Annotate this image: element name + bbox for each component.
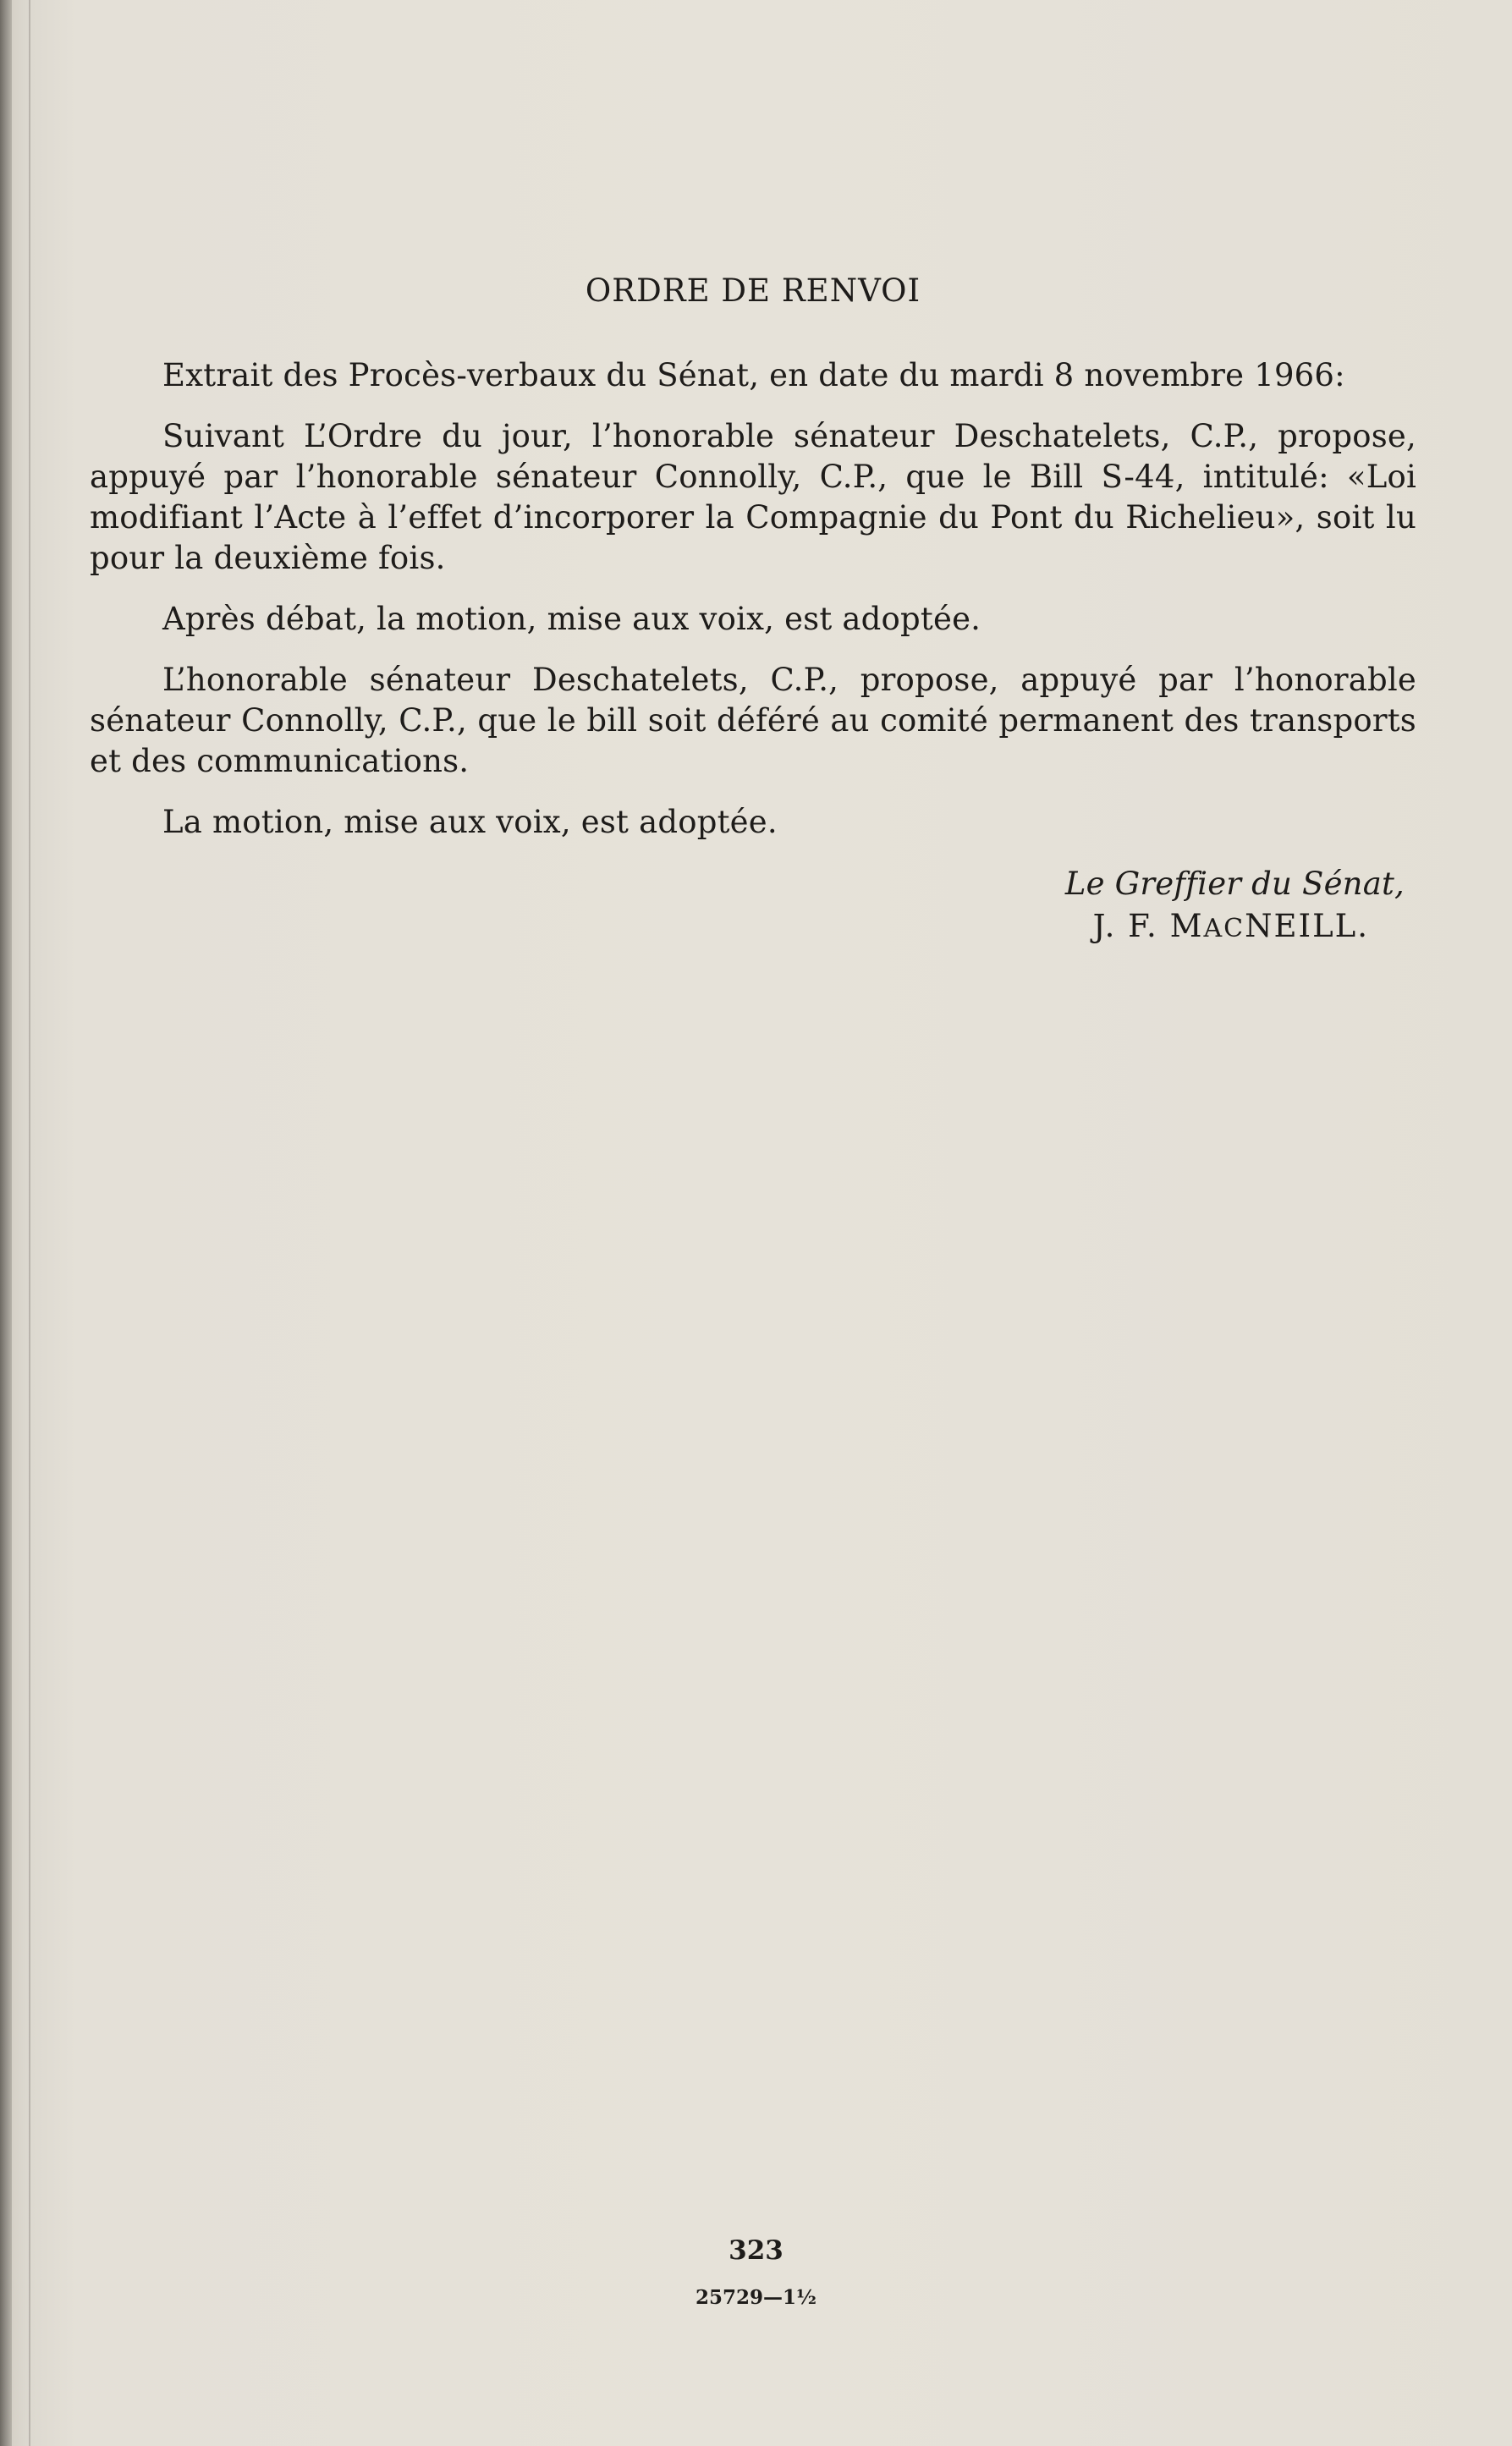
print-code: 25729—1½: [695, 2286, 816, 2309]
signature-name-small-caps: AC: [1203, 914, 1245, 943]
signature-block: [90, 863, 1416, 950]
document-heading: ORDRE DE RENVOI: [585, 272, 921, 309]
signature-name: [90, 905, 1405, 950]
signature-name-prefix: J. F. M: [1092, 908, 1204, 944]
binding-shadow-line: [29, 0, 30, 2446]
signature-name-suffix: NEILL.: [1245, 908, 1369, 944]
paragraph-motion-referral: L’honorable sénateur Deschatelets, C.P., propose, appuyé par l’honorable sénateur Connolly, C.P., que le bill soit déféré au comité permanent des transports et des communications.: [90, 662, 1416, 779]
paragraph-motion-second-reading: Suivant L’Ordre du jour, l’honorable sénateur Deschatelets, C.P., propose, appuyé par l’honorable sénateur Connolly, C.P., que le Bill S-44, intitulé: «Loi modifiant l’Acte à l’effet d’incorporer la Compagnie du Pont du Richelieu», soit lu pour la deuxième fois.: [90, 418, 1416, 576]
paragraph-debate-adopted: Après débat, la motion, mise aux voix, est adoptée.: [162, 601, 981, 637]
signature-title: Le Greffier du Sénat,: [1064, 866, 1405, 902]
page-number: 323: [729, 2235, 783, 2266]
document-body: [90, 262, 1416, 950]
paragraph-extract: Extrait des Procès-verbaux du Sénat, en date du mardi 8 novembre 1966:: [162, 357, 1345, 393]
binding-edge: [0, 0, 12, 2446]
paragraph-motion-adopted: La motion, mise aux voix, est adoptée.: [162, 804, 778, 840]
